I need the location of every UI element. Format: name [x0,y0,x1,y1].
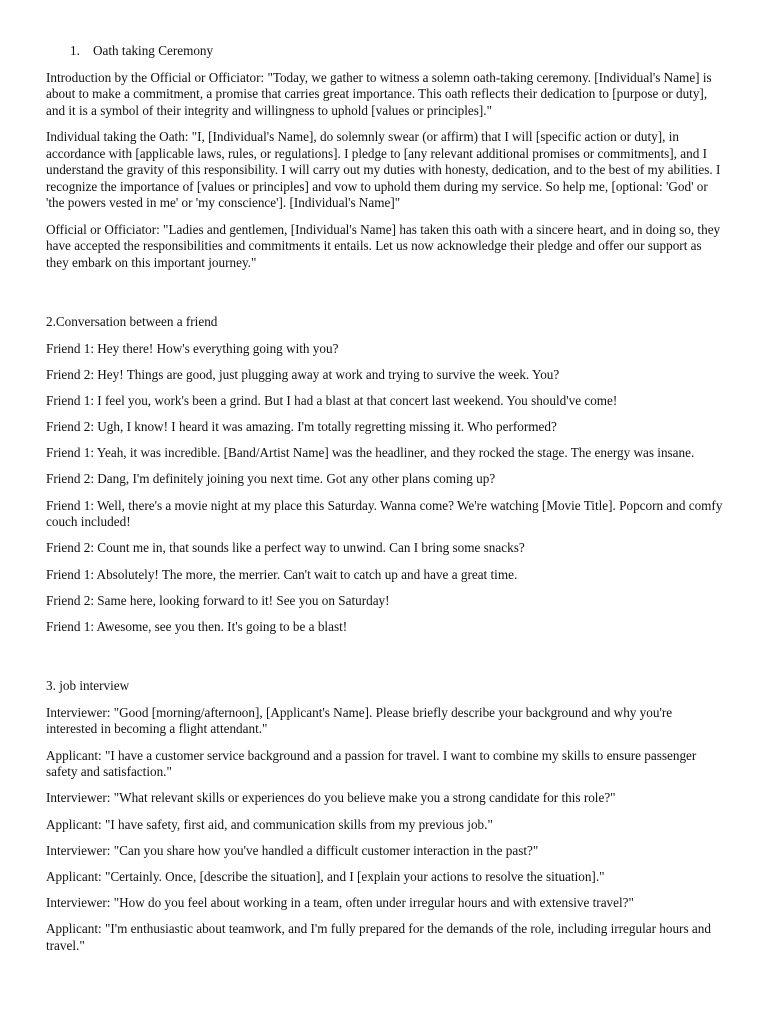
section-1-title: Oath taking Ceremony [93,43,214,58]
conversation-line: Friend 2: Count me in, that sounds like a perfect way to unwind. Can I bring some snacks? [46,540,525,556]
conversation-line: Friend 2: Hey! Things are good, just plugging away at work and trying to survive the week. You? [46,366,560,382]
conversation-line: Friend 1: Absolutely! The more, the merrier. Can't wait to catch up and have a great time. [46,566,518,582]
conversation-line: Friend 1: Well, there's a movie night at my place this Saturday. Wanna come? We're watching [Movie Title]. Popcorn and comfy couch included! [46,497,723,530]
interview-line: Interviewer: "What relevant skills or experiences do you believe make you a strong candidate for this role?" [46,790,616,806]
conversation-line: Friend 1: I feel you, work's been a grind. But I had a blast at that concert last weekend. You should've come! [46,392,618,408]
interview-line: Applicant: "Certainly. Once, [describe the situation], and I [explain your actions to resolve the situation]." [46,868,605,884]
section-spacer [46,281,726,314]
interview-line: Applicant: "I have safety, first aid, and communication skills from my previous job." [46,816,493,832]
section-1-number: 1. [70,43,80,58]
document-page [46,43,726,964]
interview-line: Applicant: "I have a customer service background and a passion for travel. I want to combine my skills to ensure passenger safety and satisfaction." [46,747,697,780]
conversation-line: Friend 1: Awesome, see you then. It's going to be a blast! [46,618,348,634]
conversation-line: Friend 2: Ugh, I know! I heard it was amazing. I'm totally regretting missing it. Who performed? [46,419,557,435]
conversation-line: Friend 1: Yeah, it was incredible. [Band/Artist Name] was the headliner, and they rocked the stage. The energy was insane. [46,445,695,461]
conversation-line: Friend 2: Same here, looking forward to it! See you on Saturday! [46,592,390,608]
interview-line: Applicant: "I'm enthusiastic about teamwork, and I'm fully prepared for the demands of the role, including irregular hours and travel." [46,921,711,953]
section-spacer [46,645,726,678]
section-2-heading: 2.Conversation between a friend [46,313,218,329]
interview-line: Interviewer: "How do you feel about working in a team, often under irregular hours and with extensive travel?" [46,895,634,911]
section-3-heading: 3. job interview [46,678,130,694]
oath-statement-paragraph: Individual taking the Oath: "I, [Individual's Name], do solemnly swear (or affirm) that I will [specific action or duty], in accordance with [applicable laws, rules, or regulations]. I pledge to [any relevant additional promises or commitments], and I understand the gravity of this responsibility. I will carry out my duties with honesty, dedication, and to the best of my abilities. I recognize the importance of [values or principles] and vow to uphold them during my service. So help me, [optional: 'God' or 'the powers vested in me' or 'my conscience']. [Individual's Name]" [46,128,721,211]
oath-intro-paragraph: Introduction by the Official or Officiator: "Today, we gather to witness a solemn oath-taking ceremony. [Individual's Name] is about to make a commitment, a promise that carries great importance. This oath reflects their dedication to [purpose or duty], and it is a symbol of their integrity and willingness to uphold [values or principles]." [46,69,712,118]
conversation-line: Friend 2: Dang, I'm definitely joining you next time. Got any other plans coming up? [46,471,496,487]
oath-closing-paragraph: Official or Officiator: "Ladies and gentlemen, [Individual's Name] has taken this oath with a sincere heart, and in doing so, they have accepted the responsibilities and commitments it entails. Let us now acknowledge their pledge and offer our support as they embark on this important journey." [46,221,721,270]
interview-line: Interviewer: "Good [morning/afternoon], [Applicant's Name]. Please briefly describe your background and why you're interested in becoming a flight attendant." [46,704,673,737]
section-1-heading [46,43,726,60]
conversation-line: Friend 1: Hey there! How's everything going with you? [46,340,339,356]
interview-line: Interviewer: "Can you share how you've handled a difficult customer interaction in the past?" [46,842,539,858]
